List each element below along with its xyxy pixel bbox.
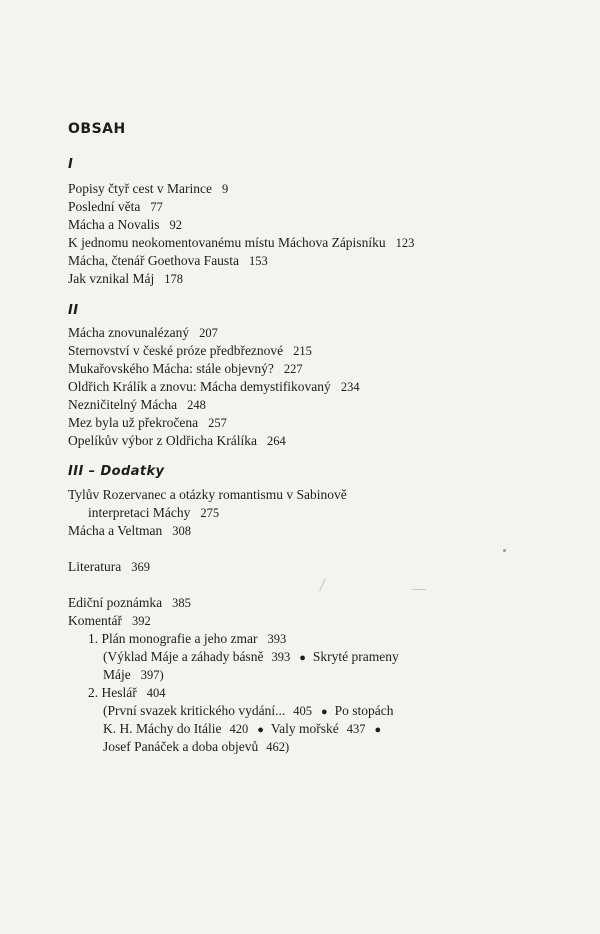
scan-speck <box>503 549 506 552</box>
toc-entry-komentar: Komentář 392 <box>68 613 151 628</box>
komentar-subentries: (Výklad Máje a záhady básně 393 ● Skryté prameny <box>103 649 399 664</box>
scan-speck <box>319 578 326 591</box>
komentar-item-1: 1. Plán monografie a jeho zmar 393 <box>88 631 287 646</box>
toc-entry: Oldřich Králík a znovu: Mácha demystifikovaný 234 <box>68 379 360 394</box>
toc-entry: Mácha, čtenář Goethova Fausta 153 <box>68 253 268 268</box>
toc-entry: Popisy čtyř cest v Marince 9 <box>68 181 229 196</box>
bullet: ● <box>320 706 328 718</box>
toc-entry: Mukařovského Mácha: stále objevný? 227 <box>68 361 303 376</box>
toc-entry: K jednomu neokomentovanému místu Máchova Zápisníku 123 <box>68 235 415 250</box>
toc-entry: Mez byla už překročena 257 <box>68 415 227 430</box>
komentar-item-2: 2. Heslář 404 <box>88 685 166 700</box>
toc-heading: OBSAH <box>68 121 126 137</box>
komentar-subentries: (První svazek kritického vydání... 405 ● Po stopách <box>103 703 394 718</box>
komentar-subentries-continuation: K. H. Máchy do Itálie 420 ● Valy mořské 437 ● <box>103 721 382 736</box>
toc-entry: Jak vznikal Máj 178 <box>68 271 183 286</box>
toc-entry: Mácha znovunalézaný 207 <box>68 325 218 340</box>
bullet: ● <box>299 652 306 664</box>
toc-entry: Poslední věta 77 <box>68 199 163 214</box>
scan-speck <box>412 589 426 590</box>
toc-entry-continuation: interpretaci Máchy 275 <box>88 505 220 520</box>
komentar-subentries-continuation: Máje 397) <box>103 667 164 682</box>
toc-entry: Tylův Rozervanec a otázky romantismu v Sabinově <box>68 487 347 502</box>
toc-entry: Nezničitelný Mácha 248 <box>68 397 206 412</box>
toc-entry: Sternovství v české próze předbřeznové 215 <box>68 343 312 358</box>
toc-entry: Mácha a Veltman 308 <box>68 523 191 538</box>
komentar-subentries-continuation: Josef Panáček a doba objevů 462) <box>103 739 290 754</box>
section-3-title: III – Dodatky <box>68 464 165 479</box>
toc-entry: Opelíkův výbor z Oldřicha Králíka 264 <box>68 433 286 448</box>
toc-entry: Mácha a Novalis 92 <box>68 217 182 232</box>
section-1-title: I <box>68 157 74 172</box>
bullet: ● <box>257 724 264 736</box>
toc-entry-literatura: Literatura 369 <box>68 559 150 574</box>
toc-entry-edicni: Ediční poznámka 385 <box>68 595 191 610</box>
section-2-title: II <box>68 303 79 318</box>
bullet: ● <box>374 724 382 736</box>
